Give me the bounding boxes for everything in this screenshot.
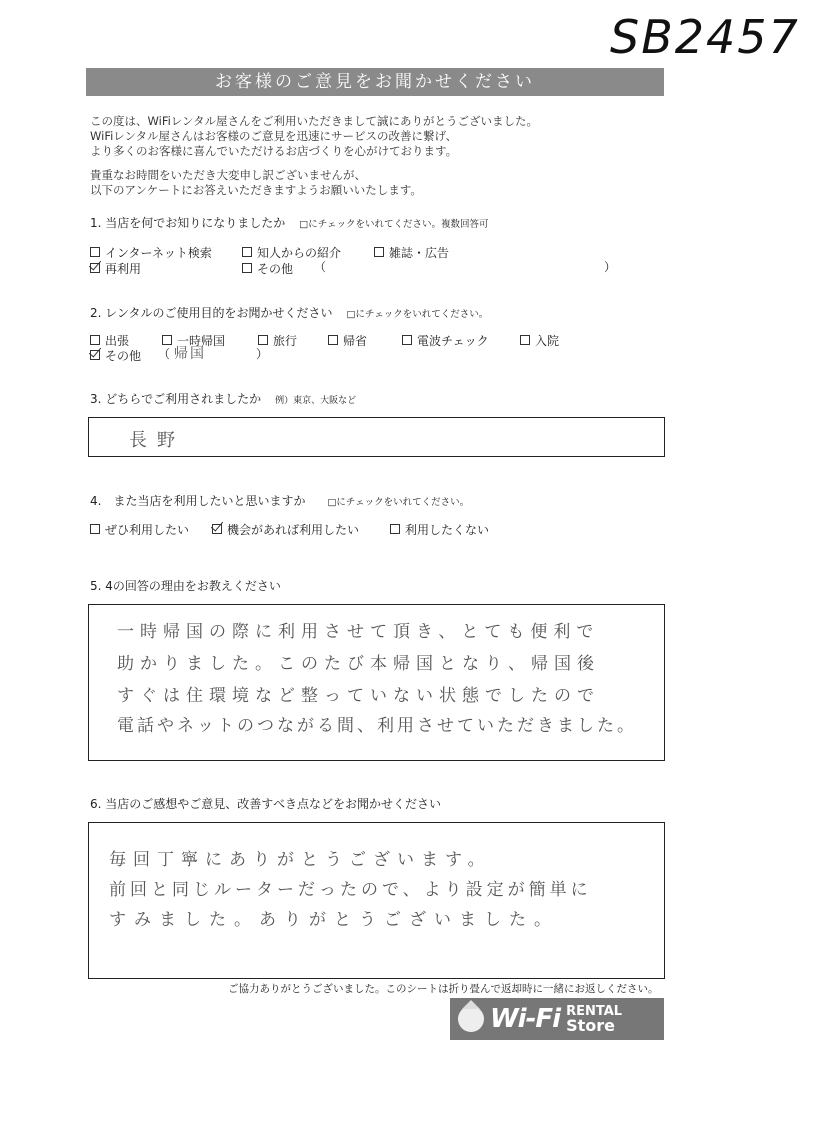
question-1-label: 1. 当店を何でお知りになりましたか □にチェックをいれてください。複数回答可 <box>90 216 489 230</box>
checkbox[interactable] <box>374 247 384 257</box>
checkbox[interactable] <box>258 335 268 345</box>
q1-option-reuse[interactable]: 再利用 <box>90 258 141 277</box>
q2-option-temp-return[interactable]: 一時帰国 <box>162 330 225 349</box>
wifi-rental-store-logo <box>450 998 664 1040</box>
q1-option-other[interactable]: その他 <box>242 258 293 277</box>
q5-answer-line: 助かりました。このたび本帰国となり、帰国後 <box>117 654 600 674</box>
q1-other-close-paren: ） <box>604 260 617 274</box>
q5-answer-line: すぐは住環境など整っていない状態でしたので <box>117 686 600 706</box>
checkbox[interactable] <box>520 335 530 345</box>
q6-answer-line: 毎回丁寧にありがとうございます。 <box>109 850 492 870</box>
q2-other-close-paren: ） <box>256 347 269 361</box>
checkbox-checked[interactable] <box>212 524 222 534</box>
q1-other-open-paren: （ <box>314 260 327 274</box>
q1-option-referral[interactable]: 知人からの紹介 <box>242 242 341 261</box>
checkbox[interactable] <box>90 524 100 534</box>
checkbox[interactable] <box>242 247 252 257</box>
question-6-label: 6. 当店のご感想やご意見、改善すべき点などをお聞かせください <box>90 797 442 811</box>
mascot-icon <box>458 1006 484 1032</box>
question-1-note: □にチェックをいれてください。複数回答可 <box>299 219 489 230</box>
q3-answer: 長野 <box>129 430 185 451</box>
q2-other-answer: 帰国 <box>174 346 206 362</box>
footer-note: ご協力ありがとうございました。このシートは折り畳んで返却時に一緒にお返しください。 <box>228 983 659 995</box>
q5-answer-box[interactable] <box>88 604 665 761</box>
q1-option-internet[interactable]: インターネット検索 <box>90 242 212 261</box>
logo-wordmark: Wi-Fi <box>490 1004 561 1034</box>
q6-answer-box[interactable] <box>88 822 665 979</box>
intro-line: 以下のアンケートにお答えいただきますようお願いいたします。 <box>90 183 422 197</box>
q2-option-business[interactable]: 出張 <box>90 330 129 349</box>
checkbox-checked[interactable] <box>90 263 100 273</box>
question-3-note: 例）東京、大阪など <box>275 396 357 406</box>
page-title: お客様のご意見をお聞かせください <box>86 68 664 96</box>
checkbox[interactable] <box>90 247 100 257</box>
q4-option-definitely[interactable]: ぜひ利用したい <box>90 519 189 538</box>
q2-option-homecoming[interactable]: 帰省 <box>328 330 367 349</box>
checkbox[interactable] <box>402 335 412 345</box>
q5-answer-line: 電話やネットのつながる間、利用させていただきました。 <box>117 716 637 736</box>
logo-subtitle: RENTAL Store <box>566 1004 623 1035</box>
checkbox[interactable] <box>242 263 252 273</box>
intro-line: WiFiレンタル屋さんはお客様のご意見を迅速にサービスの改善に繋げ、 <box>90 129 458 143</box>
checkbox[interactable] <box>90 335 100 345</box>
q6-answer-line: すみました。ありがとうございました。 <box>109 910 559 930</box>
q4-option-no[interactable]: 利用したくない <box>390 519 489 538</box>
checkbox[interactable] <box>390 524 400 534</box>
q6-answer-line: 前回と同じルーターだったので、より設定が簡単に <box>109 880 592 900</box>
q4-option-if-chance[interactable]: 機会があれば利用したい <box>212 519 359 538</box>
q2-other-open-paren: （ <box>158 347 171 361</box>
question-4-note: □にチェックをいれてください。 <box>327 497 470 508</box>
checkbox[interactable] <box>162 335 172 345</box>
question-5-label: 5. 4の回答の理由をお教えください <box>90 579 281 593</box>
intro-line: この度は、WiFiレンタル屋さんをご利用いただきまして誠にありがとうございました。 <box>90 114 539 128</box>
sheet-id-handwritten: SB2457 <box>610 10 800 64</box>
q1-option-magazine[interactable]: 雑誌・広告 <box>374 242 449 261</box>
intro-paragraph-2 <box>90 168 422 198</box>
q2-option-travel[interactable]: 旅行 <box>258 330 297 349</box>
q2-option-signal-check[interactable]: 電波チェック <box>402 330 489 349</box>
intro-line: 貴重なお時間をいただき大変申し訳ございませんが、 <box>90 168 366 182</box>
intro-line: より多くのお客様に喜んでいただけるお店づくりを心がけております。 <box>90 144 458 158</box>
q5-answer-line: 一時帰国の際に利用させて頂き、とても便利で <box>117 622 600 642</box>
question-2-note: □にチェックをいれてください。 <box>346 309 489 320</box>
q3-answer-box[interactable] <box>88 417 665 457</box>
q2-option-hospital[interactable]: 入院 <box>520 330 559 349</box>
question-3-label: 3. どちらでご利用されましたか 例）東京、大阪など <box>90 392 357 406</box>
q2-option-other[interactable]: その他 <box>90 345 141 364</box>
intro-paragraph-1 <box>90 114 538 159</box>
checkbox[interactable] <box>328 335 338 345</box>
question-2-label: 2. レンタルのご使用目的をお聞かせください □にチェックをいれてください。 <box>90 306 489 320</box>
checkbox-checked[interactable] <box>90 350 100 360</box>
question-4-label: 4. また当店を利用したいと思いますか □にチェックをいれてください。 <box>90 494 470 508</box>
